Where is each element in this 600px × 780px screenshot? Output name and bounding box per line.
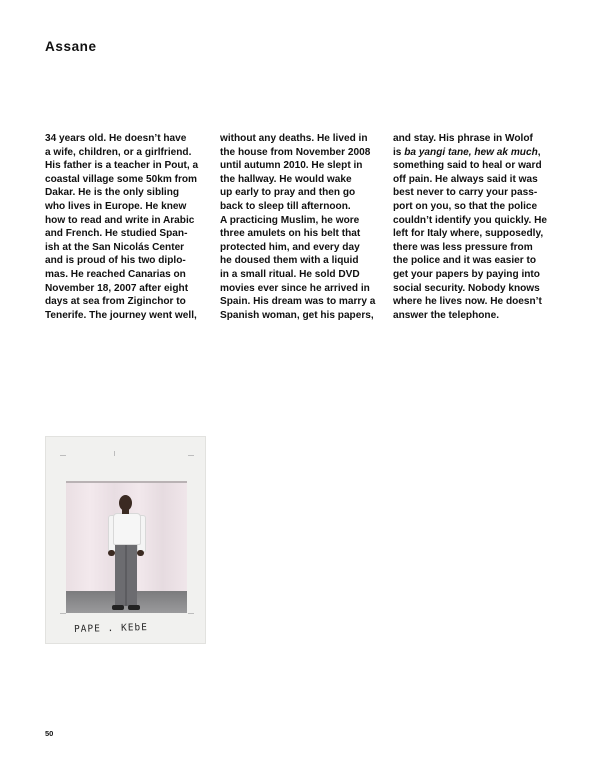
- crop-mark: [188, 455, 194, 456]
- text-fragment: ,: [537, 146, 541, 158]
- text-line: a wife, children, or a girlfriend.: [45, 146, 192, 158]
- curtain-rod: [66, 481, 187, 483]
- text-line: without any deaths. He lived in: [220, 133, 368, 144]
- text-line: ish at the San Nicolás Center: [45, 241, 185, 253]
- standing-man: [106, 495, 146, 613]
- text-line: and French. He studied Span-: [45, 228, 188, 240]
- text-line: coastal village some 50km from: [45, 173, 198, 185]
- text-line: mas. He reached Canarias on: [45, 268, 186, 280]
- text-line: left for Italy where, supposedly,: [393, 228, 544, 240]
- page-number: 50: [45, 729, 54, 738]
- portrait-photo: [45, 436, 206, 644]
- text-line: back to sleep till afternoon.: [220, 200, 351, 212]
- text-column-3: [393, 132, 561, 322]
- text-line: something said to heal or ward: [393, 160, 542, 172]
- text-line: answer the telephone.: [393, 309, 500, 321]
- text-line: A practicing Muslim, he wore: [220, 214, 360, 226]
- text-line: Spanish woman, get his papers,: [220, 309, 374, 321]
- text-line: and stay. His phrase in Wolof: [393, 133, 533, 144]
- crop-mark: [60, 613, 66, 614]
- text-line: Tenerife. The journey went well,: [45, 309, 197, 321]
- text-line: he doused them with a liquid: [220, 255, 359, 267]
- text-line: Spain. His dream was to marry a: [220, 296, 376, 308]
- text-line: who lives in Europe. He knew: [45, 200, 187, 212]
- crop-mark: [60, 455, 66, 456]
- crop-mark: [114, 451, 115, 456]
- text-line: couldn’t identify you quickly. He: [393, 214, 548, 226]
- page-title: Assane: [45, 39, 97, 54]
- text-line: how to read and write in Arabic: [45, 214, 195, 226]
- text-line: movies ever since he arrived in: [220, 282, 370, 294]
- handwritten-caption: PAPE . KEbE: [73, 622, 149, 635]
- text-line: His father is a teacher in Pout, a: [45, 160, 199, 172]
- text-line: the hallway. He would wake: [220, 173, 352, 185]
- text-line: port on you, so that the police: [393, 200, 538, 212]
- text-line: up early to pray and then go: [220, 187, 356, 199]
- text-line: protected him, and every day: [220, 241, 360, 253]
- text-line: Dakar. He is the only sibling: [45, 187, 180, 199]
- text-column-1: [45, 132, 213, 322]
- crop-mark: [188, 613, 194, 614]
- text-line: the house from November 2008: [220, 146, 371, 158]
- text-line: best never to carry your pass-: [393, 187, 538, 199]
- text-line: days at sea from Ziginchor to: [45, 296, 186, 308]
- text-line: three amulets on his belt that: [220, 228, 361, 240]
- text-line: where he lives now. He doesn’t: [393, 296, 542, 308]
- text-line: social security. Nobody knows: [393, 282, 540, 294]
- text-line: 34 years old. He doesn’t have: [45, 133, 187, 144]
- text-line: in a small ritual. He sold DVD: [220, 268, 360, 280]
- text-line: [393, 146, 561, 160]
- text-line: and is proud of his two diplo-: [45, 255, 186, 267]
- text-line: there was less pressure from: [393, 241, 533, 253]
- text-line: off pain. He always said it was: [393, 173, 538, 185]
- text-column-2: [220, 132, 388, 322]
- text-line: until autumn 2010. He slept in: [220, 160, 363, 172]
- text-line: the police and it was easier to: [393, 255, 537, 267]
- wolof-phrase: ba yangi tane, hew ak much: [404, 146, 538, 158]
- text-fragment: is: [393, 146, 405, 158]
- text-line: November 18, 2007 after eight: [45, 282, 189, 294]
- text-line: get your papers by paying into: [393, 268, 540, 280]
